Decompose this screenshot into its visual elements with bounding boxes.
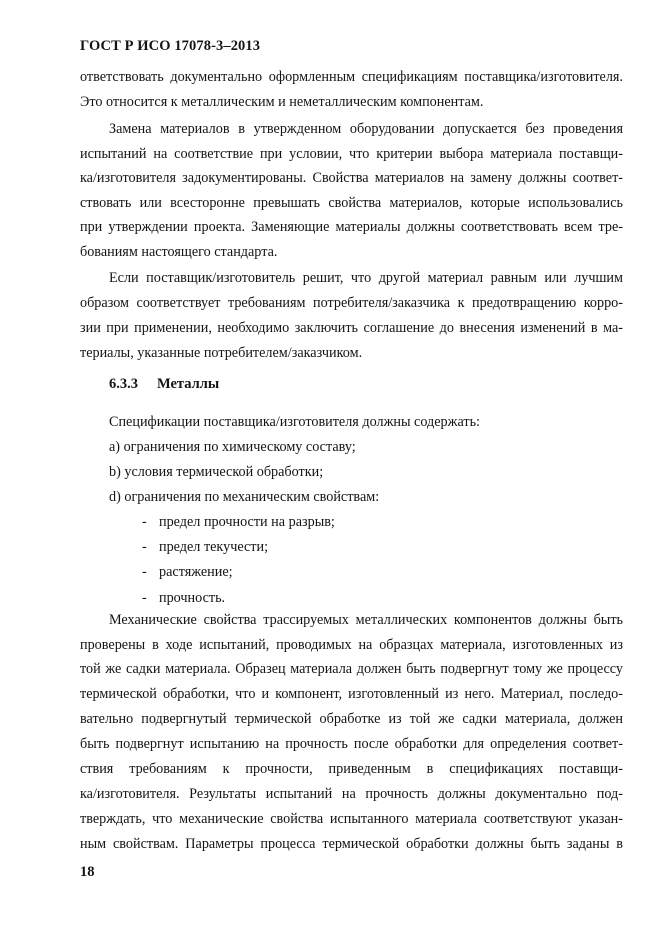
list-item: а) ограничения по химическому составу; [109,439,356,455]
text-line: Это относится к металлическим и неметаллическим компонентам. [80,94,484,110]
page-number: 18 [80,864,95,880]
text-line: ствовать или всесторонне превышать свойства материалов, которые использовались [80,195,623,211]
text-line: зии при применении, необходимо заключить соглашение до внесения изменений в ма- [80,320,623,336]
text-line: проверены в ходе испытаний, проводимых на образцах материала, изготовленных из [80,637,623,653]
text-line: образом соответствует требованиям потребителя/заказчика к предотвращению корро- [80,295,623,311]
text-line: ным свойствам. Параметры процесса термической обработки должны быть заданы в [80,836,623,852]
dash-item: предел прочности на разрыв; [159,514,335,530]
text-line: вательно подвергнутый термической обработке из той же садки материала, должен [80,711,623,727]
dash-item: растяжение; [159,564,233,580]
dash-marker: - [142,539,147,555]
document-header: ГОСТ Р ИСО 17078-3–2013 [80,38,261,54]
text-line: Замена материалов в утвержденном оборудовании допускается без проведения [109,121,623,137]
section-number: 6.3.3 [109,376,138,392]
dash-marker: - [142,514,147,530]
text-line: териалы, указанные потребителем/заказчиком. [80,345,363,361]
section-title: Металлы [157,376,220,392]
text-line: быть подвергнут испытанию на прочность после обработки для определения соответ- [80,736,623,752]
dash-marker: - [142,564,147,580]
text-line: Если поставщик/изготовитель решит, что другой материал равным или лучшим [109,270,623,286]
text-line: термической обработки, что и компонент, изготовленный из него. Материал, последо- [80,686,623,702]
text-line: ответствовать документально оформленным спецификациям поставщика/изготовителя. [80,69,623,85]
text-line: Спецификации поставщика/изготовителя должны содержать: [109,414,480,430]
dash-item: предел текучести; [159,539,269,555]
list-item: d) ограничения по механическим свойствам: [109,489,380,505]
text-line: тверждать, что механические свойства испытанного материала соответствуют указан- [80,811,623,827]
dash-marker: - [142,590,147,606]
text-line: Механические свойства трассируемых металлических компонентов должны быть [109,612,623,628]
text-line: при утверждении проекта. Заменяющие материалы должны соответствовать всем тре- [80,219,623,235]
dash-item: прочность. [159,590,226,606]
text-line: ствия требованиям к прочности, приведенным в спецификациях поставщи- [80,761,623,777]
text-line: испытаний на соответствие при условии, что критерии выбора материала поставщи- [80,146,623,162]
text-line: той же садки материала. Образец материала должен быть подвергнут тому же процессу [80,661,623,677]
text-line: ка/изготовителя. Результаты испытаний на прочность должны документально под- [80,786,623,802]
section-heading [109,376,219,393]
text-line: бованиям настоящего стандарта. [80,244,278,260]
list-item: b) условия термической обработки; [109,464,324,480]
text-line: ка/изготовителя задокументированы. Свойства материалов на замену должны соответ- [80,170,623,186]
